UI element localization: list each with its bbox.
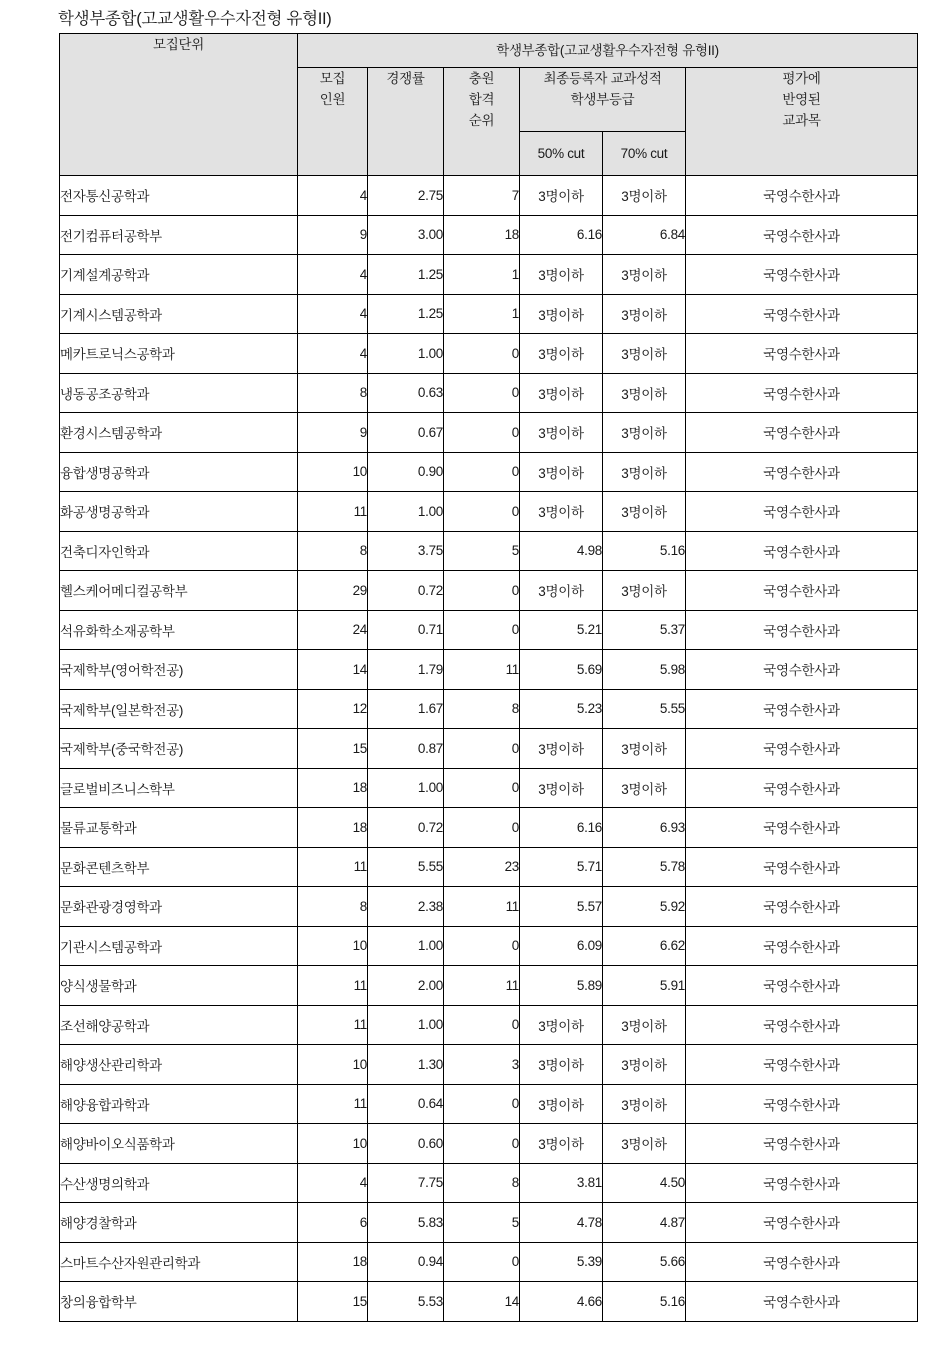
cell-cut50: 6.16 bbox=[520, 215, 603, 255]
cell-subjects: 국영수한사과 bbox=[686, 1045, 918, 1085]
column-header-score-line1: 최종등록자 교과성적 bbox=[543, 71, 662, 86]
cell-rank: 5 bbox=[444, 531, 520, 571]
cell-ratio: 2.00 bbox=[368, 966, 444, 1006]
cell-cut50: 4.78 bbox=[520, 1203, 603, 1243]
table-row bbox=[60, 1282, 918, 1322]
cell-cut50: 3.81 bbox=[520, 1163, 603, 1203]
cell-cut70: 5.37 bbox=[603, 610, 686, 650]
cell-quota: 10 bbox=[298, 926, 368, 966]
cell-unit: 기계시스템공학과 bbox=[60, 294, 298, 334]
cell-unit: 냉동공조공학과 bbox=[60, 373, 298, 413]
cell-cut50: 6.16 bbox=[520, 808, 603, 848]
cell-cut70: 5.98 bbox=[603, 650, 686, 690]
column-header-unit: 모집단위 bbox=[60, 34, 298, 176]
cell-rank: 0 bbox=[444, 610, 520, 650]
cell-rank: 1 bbox=[444, 255, 520, 295]
cell-unit: 글로벌비즈니스학부 bbox=[60, 768, 298, 808]
cell-quota: 4 bbox=[298, 294, 368, 334]
table-row bbox=[60, 966, 918, 1006]
column-header-rank bbox=[444, 68, 520, 176]
cell-cut70: 5.66 bbox=[603, 1242, 686, 1282]
cell-unit: 기관시스템공학과 bbox=[60, 926, 298, 966]
cell-cut70: 4.87 bbox=[603, 1203, 686, 1243]
column-header-subjects bbox=[686, 68, 918, 176]
cell-cut70: 3명이하 bbox=[603, 255, 686, 295]
cell-ratio: 7.75 bbox=[368, 1163, 444, 1203]
cell-rank: 11 bbox=[444, 887, 520, 927]
table-row bbox=[60, 768, 918, 808]
cell-cut70: 3명이하 bbox=[603, 1084, 686, 1124]
cell-quota: 9 bbox=[298, 413, 368, 453]
cell-rank: 8 bbox=[444, 689, 520, 729]
cell-rank: 1 bbox=[444, 294, 520, 334]
cell-cut70: 3명이하 bbox=[603, 452, 686, 492]
cell-cut70: 3명이하 bbox=[603, 571, 686, 611]
cell-cut70: 5.78 bbox=[603, 847, 686, 887]
cell-subjects: 국영수한사과 bbox=[686, 847, 918, 887]
cell-unit: 메카트로닉스공학과 bbox=[60, 334, 298, 374]
cell-rank: 23 bbox=[444, 847, 520, 887]
admissions-table-container bbox=[59, 33, 917, 1322]
cell-rank: 0 bbox=[444, 768, 520, 808]
cell-rank: 18 bbox=[444, 215, 520, 255]
cell-cut70: 5.16 bbox=[603, 531, 686, 571]
cell-subjects: 국영수한사과 bbox=[686, 294, 918, 334]
cell-rank: 11 bbox=[444, 650, 520, 690]
cell-unit: 국제학부(일본학전공) bbox=[60, 689, 298, 729]
cell-unit: 물류교통학과 bbox=[60, 808, 298, 848]
table-row bbox=[60, 847, 918, 887]
cell-cut50: 3명이하 bbox=[520, 1124, 603, 1164]
column-header-quota-line1: 모집 bbox=[319, 71, 346, 86]
cell-rank: 7 bbox=[444, 176, 520, 216]
cell-subjects: 국영수한사과 bbox=[686, 413, 918, 453]
cell-unit: 문화관광경영학과 bbox=[60, 887, 298, 927]
cell-quota: 10 bbox=[298, 452, 368, 492]
cell-quota: 6 bbox=[298, 1203, 368, 1243]
cell-ratio: 0.64 bbox=[368, 1084, 444, 1124]
table-row bbox=[60, 1124, 918, 1164]
cell-quota: 24 bbox=[298, 610, 368, 650]
cell-quota: 4 bbox=[298, 176, 368, 216]
cell-cut50: 5.69 bbox=[520, 650, 603, 690]
cell-ratio: 1.00 bbox=[368, 334, 444, 374]
table-row bbox=[60, 215, 918, 255]
cell-unit: 석유화학소재공학부 bbox=[60, 610, 298, 650]
cell-cut70: 3명이하 bbox=[603, 1045, 686, 1085]
cell-subjects: 국영수한사과 bbox=[686, 176, 918, 216]
table-row bbox=[60, 808, 918, 848]
cell-cut50: 3명이하 bbox=[520, 1084, 603, 1124]
cell-cut70: 6.84 bbox=[603, 215, 686, 255]
cell-cut50: 5.89 bbox=[520, 966, 603, 1006]
cell-subjects: 국영수한사과 bbox=[686, 887, 918, 927]
cell-cut50: 3명이하 bbox=[520, 1045, 603, 1085]
cell-subjects: 국영수한사과 bbox=[686, 571, 918, 611]
cell-ratio: 2.75 bbox=[368, 176, 444, 216]
cell-ratio: 1.25 bbox=[368, 255, 444, 295]
cell-rank: 0 bbox=[444, 729, 520, 769]
cell-cut70: 3명이하 bbox=[603, 492, 686, 532]
cell-ratio: 2.38 bbox=[368, 887, 444, 927]
table-row bbox=[60, 926, 918, 966]
header-row-group bbox=[60, 34, 918, 68]
cell-quota: 11 bbox=[298, 492, 368, 532]
cell-unit: 창의융합학부 bbox=[60, 1282, 298, 1322]
cell-ratio: 0.72 bbox=[368, 808, 444, 848]
cell-rank: 14 bbox=[444, 1282, 520, 1322]
cell-quota: 9 bbox=[298, 215, 368, 255]
table-row bbox=[60, 294, 918, 334]
cell-subjects: 국영수한사과 bbox=[686, 1203, 918, 1243]
cell-cut70: 6.93 bbox=[603, 808, 686, 848]
cell-ratio: 3.75 bbox=[368, 531, 444, 571]
cell-quota: 11 bbox=[298, 966, 368, 1006]
cell-subjects: 국영수한사과 bbox=[686, 926, 918, 966]
cell-quota: 10 bbox=[298, 1124, 368, 1164]
cell-subjects: 국영수한사과 bbox=[686, 610, 918, 650]
cell-subjects: 국영수한사과 bbox=[686, 808, 918, 848]
cell-quota: 8 bbox=[298, 373, 368, 413]
table-row bbox=[60, 1163, 918, 1203]
cell-subjects: 국영수한사과 bbox=[686, 729, 918, 769]
cell-cut50: 5.57 bbox=[520, 887, 603, 927]
cell-ratio: 5.83 bbox=[368, 1203, 444, 1243]
cell-unit: 기계설계공학과 bbox=[60, 255, 298, 295]
cell-quota: 14 bbox=[298, 650, 368, 690]
cell-quota: 18 bbox=[298, 768, 368, 808]
cell-cut50: 3명이하 bbox=[520, 255, 603, 295]
cell-unit: 국제학부(중국학전공) bbox=[60, 729, 298, 769]
column-header-cut50: 50% cut bbox=[520, 132, 603, 176]
table-row bbox=[60, 531, 918, 571]
cell-unit: 전기컴퓨터공학부 bbox=[60, 215, 298, 255]
cell-rank: 11 bbox=[444, 966, 520, 1006]
cell-quota: 8 bbox=[298, 887, 368, 927]
column-header-rank-line1: 충원 bbox=[468, 71, 495, 86]
cell-quota: 29 bbox=[298, 571, 368, 611]
admissions-table bbox=[59, 33, 918, 1322]
cell-cut70: 3명이하 bbox=[603, 334, 686, 374]
cell-cut70: 5.92 bbox=[603, 887, 686, 927]
cell-cut70: 3명이하 bbox=[603, 413, 686, 453]
table-row bbox=[60, 1242, 918, 1282]
cell-ratio: 0.87 bbox=[368, 729, 444, 769]
cell-rank: 0 bbox=[444, 1084, 520, 1124]
cell-cut50: 3명이하 bbox=[520, 729, 603, 769]
cell-cut50: 3명이하 bbox=[520, 334, 603, 374]
cell-unit: 해양경찰학과 bbox=[60, 1203, 298, 1243]
cell-rank: 0 bbox=[444, 334, 520, 374]
cell-subjects: 국영수한사과 bbox=[686, 1005, 918, 1045]
cell-subjects: 국영수한사과 bbox=[686, 650, 918, 690]
cell-ratio: 1.30 bbox=[368, 1045, 444, 1085]
cell-rank: 0 bbox=[444, 1124, 520, 1164]
cell-quota: 15 bbox=[298, 729, 368, 769]
cell-subjects: 국영수한사과 bbox=[686, 1242, 918, 1282]
cell-unit: 헬스케어메디컬공학부 bbox=[60, 571, 298, 611]
table-header bbox=[60, 34, 918, 176]
cell-cut50: 6.09 bbox=[520, 926, 603, 966]
column-header-rank-line3: 순위 bbox=[468, 113, 495, 128]
cell-subjects: 국영수한사과 bbox=[686, 1084, 918, 1124]
cell-ratio: 1.00 bbox=[368, 492, 444, 532]
table-row bbox=[60, 452, 918, 492]
cell-unit: 조선해양공학과 bbox=[60, 1005, 298, 1045]
cell-ratio: 5.53 bbox=[368, 1282, 444, 1322]
table-row bbox=[60, 1084, 918, 1124]
table-body bbox=[60, 176, 918, 1322]
cell-subjects: 국영수한사과 bbox=[686, 1124, 918, 1164]
column-header-score-line2: 학생부등급 bbox=[570, 92, 635, 107]
table-row bbox=[60, 373, 918, 413]
cell-rank: 0 bbox=[444, 808, 520, 848]
cell-rank: 0 bbox=[444, 1242, 520, 1282]
cell-ratio: 1.00 bbox=[368, 926, 444, 966]
cell-unit: 건축디자인학과 bbox=[60, 531, 298, 571]
cell-subjects: 국영수한사과 bbox=[686, 1163, 918, 1203]
table-row bbox=[60, 650, 918, 690]
column-header-quota-line2: 인원 bbox=[319, 92, 346, 107]
cell-unit: 해양생산관리학과 bbox=[60, 1045, 298, 1085]
cell-cut70: 3명이하 bbox=[603, 1005, 686, 1045]
cell-cut70: 3명이하 bbox=[603, 294, 686, 334]
cell-subjects: 국영수한사과 bbox=[686, 492, 918, 532]
cell-cut70: 3명이하 bbox=[603, 768, 686, 808]
column-header-subjects-line3: 교과목 bbox=[782, 113, 821, 128]
cell-cut50: 3명이하 bbox=[520, 452, 603, 492]
cell-cut50: 4.66 bbox=[520, 1282, 603, 1322]
cell-quota: 4 bbox=[298, 1163, 368, 1203]
cell-cut50: 3명이하 bbox=[520, 413, 603, 453]
cell-cut50: 3명이하 bbox=[520, 492, 603, 532]
cell-ratio: 0.90 bbox=[368, 452, 444, 492]
cell-cut50: 5.71 bbox=[520, 847, 603, 887]
cell-subjects: 국영수한사과 bbox=[686, 1282, 918, 1322]
cell-cut70: 3명이하 bbox=[603, 729, 686, 769]
column-header-cut70: 70% cut bbox=[603, 132, 686, 176]
cell-subjects: 국영수한사과 bbox=[686, 452, 918, 492]
cell-ratio: 1.25 bbox=[368, 294, 444, 334]
cell-quota: 12 bbox=[298, 689, 368, 729]
cell-cut50: 3명이하 bbox=[520, 294, 603, 334]
cell-ratio: 5.55 bbox=[368, 847, 444, 887]
cell-cut70: 3명이하 bbox=[603, 1124, 686, 1164]
table-row bbox=[60, 610, 918, 650]
cell-quota: 18 bbox=[298, 1242, 368, 1282]
cell-subjects: 국영수한사과 bbox=[686, 373, 918, 413]
cell-quota: 4 bbox=[298, 255, 368, 295]
cell-quota: 11 bbox=[298, 1005, 368, 1045]
cell-rank: 0 bbox=[444, 413, 520, 453]
table-row bbox=[60, 334, 918, 374]
cell-cut50: 3명이하 bbox=[520, 373, 603, 413]
cell-cut50: 4.98 bbox=[520, 531, 603, 571]
cell-unit: 환경시스템공학과 bbox=[60, 413, 298, 453]
cell-rank: 0 bbox=[444, 492, 520, 532]
cell-subjects: 국영수한사과 bbox=[686, 334, 918, 374]
cell-cut50: 3명이하 bbox=[520, 1005, 603, 1045]
cell-ratio: 3.00 bbox=[368, 215, 444, 255]
cell-subjects: 국영수한사과 bbox=[686, 689, 918, 729]
column-header-rank-line2: 합격 bbox=[468, 92, 495, 107]
cell-rank: 0 bbox=[444, 452, 520, 492]
cell-ratio: 1.00 bbox=[368, 768, 444, 808]
cell-subjects: 국영수한사과 bbox=[686, 215, 918, 255]
cell-ratio: 0.67 bbox=[368, 413, 444, 453]
cell-quota: 8 bbox=[298, 531, 368, 571]
cell-quota: 11 bbox=[298, 847, 368, 887]
cell-unit: 문화콘텐츠학부 bbox=[60, 847, 298, 887]
cell-unit: 국제학부(영어학전공) bbox=[60, 650, 298, 690]
column-header-ratio: 경쟁률 bbox=[368, 68, 444, 176]
table-row bbox=[60, 689, 918, 729]
cell-cut50: 5.39 bbox=[520, 1242, 603, 1282]
column-header-group-title: 학생부종합(고교생활우수자전형 유형II) bbox=[298, 34, 918, 68]
column-header-quota bbox=[298, 68, 368, 176]
cell-rank: 0 bbox=[444, 571, 520, 611]
cell-ratio: 0.63 bbox=[368, 373, 444, 413]
table-row bbox=[60, 571, 918, 611]
cell-unit: 화공생명공학과 bbox=[60, 492, 298, 532]
cell-ratio: 0.71 bbox=[368, 610, 444, 650]
cell-cut70: 5.91 bbox=[603, 966, 686, 1006]
cell-cut50: 3명이하 bbox=[520, 176, 603, 216]
cell-cut50: 5.23 bbox=[520, 689, 603, 729]
page-title: 학생부종합(고교생활우수자전형 유형II) bbox=[58, 10, 332, 28]
table-row bbox=[60, 176, 918, 216]
cell-unit: 해양융합과학과 bbox=[60, 1084, 298, 1124]
table-row bbox=[60, 413, 918, 453]
cell-unit: 수산생명의학과 bbox=[60, 1163, 298, 1203]
cell-rank: 0 bbox=[444, 926, 520, 966]
cell-ratio: 1.79 bbox=[368, 650, 444, 690]
cell-cut70: 5.16 bbox=[603, 1282, 686, 1322]
table-row bbox=[60, 887, 918, 927]
cell-cut70: 4.50 bbox=[603, 1163, 686, 1203]
cell-ratio: 0.94 bbox=[368, 1242, 444, 1282]
cell-quota: 11 bbox=[298, 1084, 368, 1124]
cell-cut50: 3명이하 bbox=[520, 768, 603, 808]
cell-rank: 0 bbox=[444, 1005, 520, 1045]
cell-cut50: 3명이하 bbox=[520, 571, 603, 611]
cell-subjects: 국영수한사과 bbox=[686, 768, 918, 808]
cell-rank: 8 bbox=[444, 1163, 520, 1203]
table-row bbox=[60, 255, 918, 295]
column-header-subjects-line1: 평가에 bbox=[782, 71, 821, 86]
table-row bbox=[60, 1203, 918, 1243]
cell-subjects: 국영수한사과 bbox=[686, 531, 918, 571]
cell-rank: 3 bbox=[444, 1045, 520, 1085]
cell-ratio: 0.72 bbox=[368, 571, 444, 611]
cell-ratio: 1.67 bbox=[368, 689, 444, 729]
cell-unit: 양식생물학과 bbox=[60, 966, 298, 1006]
cell-unit: 스마트수산자원관리학과 bbox=[60, 1242, 298, 1282]
cell-quota: 15 bbox=[298, 1282, 368, 1322]
cell-rank: 5 bbox=[444, 1203, 520, 1243]
cell-unit: 융합생명공학과 bbox=[60, 452, 298, 492]
cell-unit: 해양바이오식품학과 bbox=[60, 1124, 298, 1164]
cell-unit: 전자통신공학과 bbox=[60, 176, 298, 216]
column-header-score-group bbox=[520, 68, 686, 132]
cell-subjects: 국영수한사과 bbox=[686, 255, 918, 295]
cell-cut70: 5.55 bbox=[603, 689, 686, 729]
cell-subjects: 국영수한사과 bbox=[686, 966, 918, 1006]
cell-ratio: 1.00 bbox=[368, 1005, 444, 1045]
cell-cut50: 5.21 bbox=[520, 610, 603, 650]
table-row bbox=[60, 1045, 918, 1085]
cell-rank: 0 bbox=[444, 373, 520, 413]
table-row bbox=[60, 729, 918, 769]
cell-quota: 18 bbox=[298, 808, 368, 848]
cell-cut70: 6.62 bbox=[603, 926, 686, 966]
cell-cut70: 3명이하 bbox=[603, 176, 686, 216]
cell-quota: 10 bbox=[298, 1045, 368, 1085]
column-header-subjects-line2: 반영된 bbox=[782, 92, 821, 107]
table-row bbox=[60, 492, 918, 532]
cell-cut70: 3명이하 bbox=[603, 373, 686, 413]
table-row bbox=[60, 1005, 918, 1045]
cell-quota: 4 bbox=[298, 334, 368, 374]
cell-ratio: 0.60 bbox=[368, 1124, 444, 1164]
